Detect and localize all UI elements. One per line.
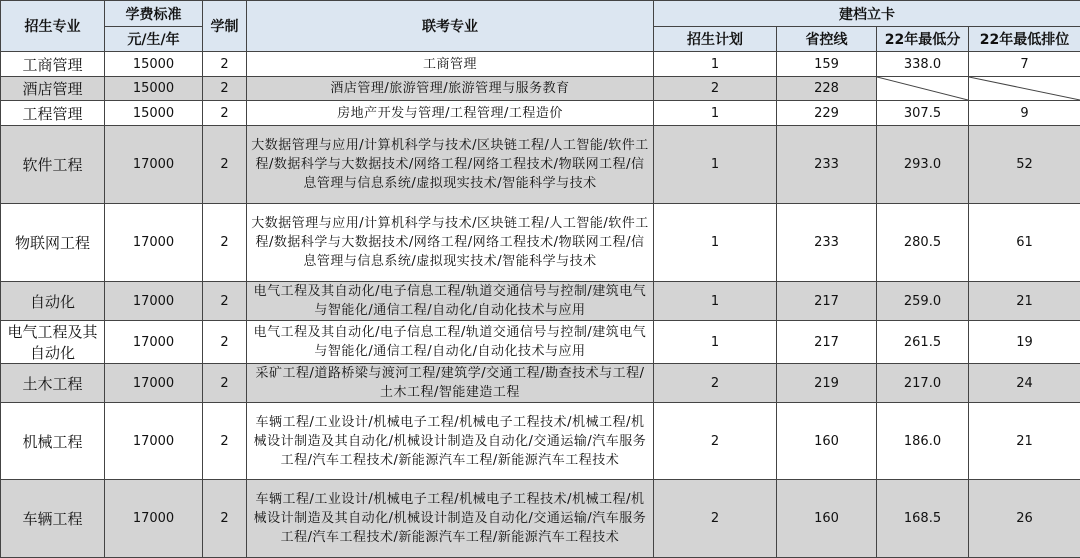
- min-rank-cell: 7: [969, 52, 1080, 77]
- header-years: 学制: [203, 1, 247, 52]
- joint-majors-cell: 车辆工程/工业设计/机械电子工程/机械电子工程技术/机械工程/机械设计制造及其自动化/机械设计制造及自动化/交通运输/汽车服务工程/汽车工程技术/新能源汽车工程/新能源汽车工程技术: [247, 480, 654, 558]
- fee-cell: 17000: [105, 403, 203, 480]
- fee-cell: 15000: [105, 101, 203, 126]
- plan-cell: 2: [654, 403, 777, 480]
- diagonal-line: [969, 77, 1080, 100]
- joint-majors-cell: 电气工程及其自动化/电子信息工程/轨道交通信号与控制/建筑电气与智能化/通信工程/自动化/自动化技术与应用: [247, 321, 654, 364]
- min-score-cell: 186.0: [877, 403, 969, 480]
- years-cell: 2: [203, 52, 247, 77]
- years-cell: 2: [203, 364, 247, 403]
- fee-cell: 17000: [105, 480, 203, 558]
- header-min-rank: 22年最低排位: [969, 27, 1080, 52]
- header-plan: 招生计划: [654, 27, 777, 52]
- years-cell: 2: [203, 282, 247, 321]
- major-cell: 土木工程: [1, 364, 105, 403]
- header-min-score: 22年最低分: [877, 27, 969, 52]
- control-line-cell: 217: [777, 321, 877, 364]
- table-row: [1, 480, 1080, 558]
- table-row: [1, 403, 1080, 480]
- joint-majors-cell: 酒店管理/旅游管理/旅游管理与服务教育: [247, 77, 654, 101]
- min-score-cell: 280.5: [877, 204, 969, 282]
- plan-cell: 1: [654, 52, 777, 77]
- diagonal-line: [877, 77, 968, 100]
- table-row: [1, 204, 1080, 282]
- fee-cell: 15000: [105, 52, 203, 77]
- table-row: [1, 126, 1080, 204]
- header-control-line: 省控线: [777, 27, 877, 52]
- plan-cell: 1: [654, 101, 777, 126]
- joint-majors-cell: 采矿工程/道路桥梁与渡河工程/建筑学/交通工程/勘查技术与工程/土木工程/智能建造工程: [247, 364, 654, 403]
- fee-cell: 17000: [105, 321, 203, 364]
- joint-majors-cell: 房地产开发与管理/工程管理/工程造价: [247, 101, 654, 126]
- plan-cell: 1: [654, 282, 777, 321]
- years-cell: 2: [203, 480, 247, 558]
- fee-cell: 17000: [105, 126, 203, 204]
- joint-majors-cell: 大数据管理与应用/计算机科学与技术/区块链工程/人工智能/软件工程/数据科学与大数据技术/网络工程/网络工程技术/物联网工程/信息管理与信息系统/虚拟现实技术/智能科学与技术: [247, 204, 654, 282]
- control-line-cell: 159: [777, 52, 877, 77]
- major-cell: 软件工程: [1, 126, 105, 204]
- major-cell: 工程管理: [1, 101, 105, 126]
- joint-majors-cell: 工商管理: [247, 52, 654, 77]
- table-row: [1, 364, 1080, 403]
- table-row: [1, 282, 1080, 321]
- table-row: [1, 101, 1080, 126]
- min-rank-empty-cell: [969, 77, 1080, 101]
- min-score-empty-cell: [877, 77, 969, 101]
- control-line-cell: 219: [777, 364, 877, 403]
- years-cell: 2: [203, 126, 247, 204]
- min-rank-cell: 26: [969, 480, 1080, 558]
- years-cell: 2: [203, 403, 247, 480]
- min-rank-cell: 24: [969, 364, 1080, 403]
- major-cell: 车辆工程: [1, 480, 105, 558]
- fee-cell: 17000: [105, 364, 203, 403]
- table-row: [1, 321, 1080, 364]
- min-rank-cell: 21: [969, 403, 1080, 480]
- plan-cell: 1: [654, 321, 777, 364]
- fee-cell: 17000: [105, 282, 203, 321]
- table-row: [1, 52, 1080, 77]
- min-score-cell: 259.0: [877, 282, 969, 321]
- min-rank-cell: 21: [969, 282, 1080, 321]
- plan-cell: 1: [654, 204, 777, 282]
- major-cell: 物联网工程: [1, 204, 105, 282]
- fee-cell: 17000: [105, 204, 203, 282]
- joint-majors-cell: 电气工程及其自动化/电子信息工程/轨道交通信号与控制/建筑电气与智能化/通信工程/自动化/自动化技术与应用: [247, 282, 654, 321]
- header-archive: 建档立卡: [654, 1, 1080, 27]
- plan-cell: 2: [654, 77, 777, 101]
- header-fee-unit: 元/生/年: [105, 27, 203, 52]
- major-cell: 酒店管理: [1, 77, 105, 101]
- years-cell: 2: [203, 321, 247, 364]
- header-fee: 学费标准: [105, 1, 203, 27]
- control-line-cell: 160: [777, 480, 877, 558]
- min-rank-cell: 19: [969, 321, 1080, 364]
- header-joint: 联考专业: [247, 1, 654, 52]
- control-line-cell: 229: [777, 101, 877, 126]
- plan-cell: 2: [654, 364, 777, 403]
- control-line-cell: 160: [777, 403, 877, 480]
- plan-cell: 2: [654, 480, 777, 558]
- plan-cell: 1: [654, 126, 777, 204]
- min-score-cell: 217.0: [877, 364, 969, 403]
- joint-majors-cell: 车辆工程/工业设计/机械电子工程/机械电子工程技术/机械工程/机械设计制造及其自动化/机械设计制造及自动化/交通运输/汽车服务工程/汽车工程技术/新能源汽车工程/新能源汽车工程技术: [247, 403, 654, 480]
- min-score-cell: 338.0: [877, 52, 969, 77]
- control-line-cell: 217: [777, 282, 877, 321]
- major-cell: 机械工程: [1, 403, 105, 480]
- control-line-cell: 233: [777, 126, 877, 204]
- min-score-cell: 168.5: [877, 480, 969, 558]
- years-cell: 2: [203, 204, 247, 282]
- control-line-cell: 228: [777, 77, 877, 101]
- min-score-cell: 293.0: [877, 126, 969, 204]
- min-score-cell: 261.5: [877, 321, 969, 364]
- control-line-cell: 233: [777, 204, 877, 282]
- years-cell: 2: [203, 101, 247, 126]
- min-rank-cell: 52: [969, 126, 1080, 204]
- fee-cell: 15000: [105, 77, 203, 101]
- min-score-cell: 307.5: [877, 101, 969, 126]
- major-cell: 工商管理: [1, 52, 105, 77]
- major-cell: 自动化: [1, 282, 105, 321]
- major-cell: 电气工程及其自动化: [1, 321, 105, 364]
- header-major: 招生专业: [1, 1, 105, 52]
- min-rank-cell: 61: [969, 204, 1080, 282]
- years-cell: 2: [203, 77, 247, 101]
- joint-majors-cell: 大数据管理与应用/计算机科学与技术/区块链工程/人工智能/软件工程/数据科学与大数据技术/网络工程/网络工程技术/物联网工程/信息管理与信息系统/虚拟现实技术/智能科学与技术: [247, 126, 654, 204]
- table-row: [1, 77, 1080, 101]
- min-rank-cell: 9: [969, 101, 1080, 126]
